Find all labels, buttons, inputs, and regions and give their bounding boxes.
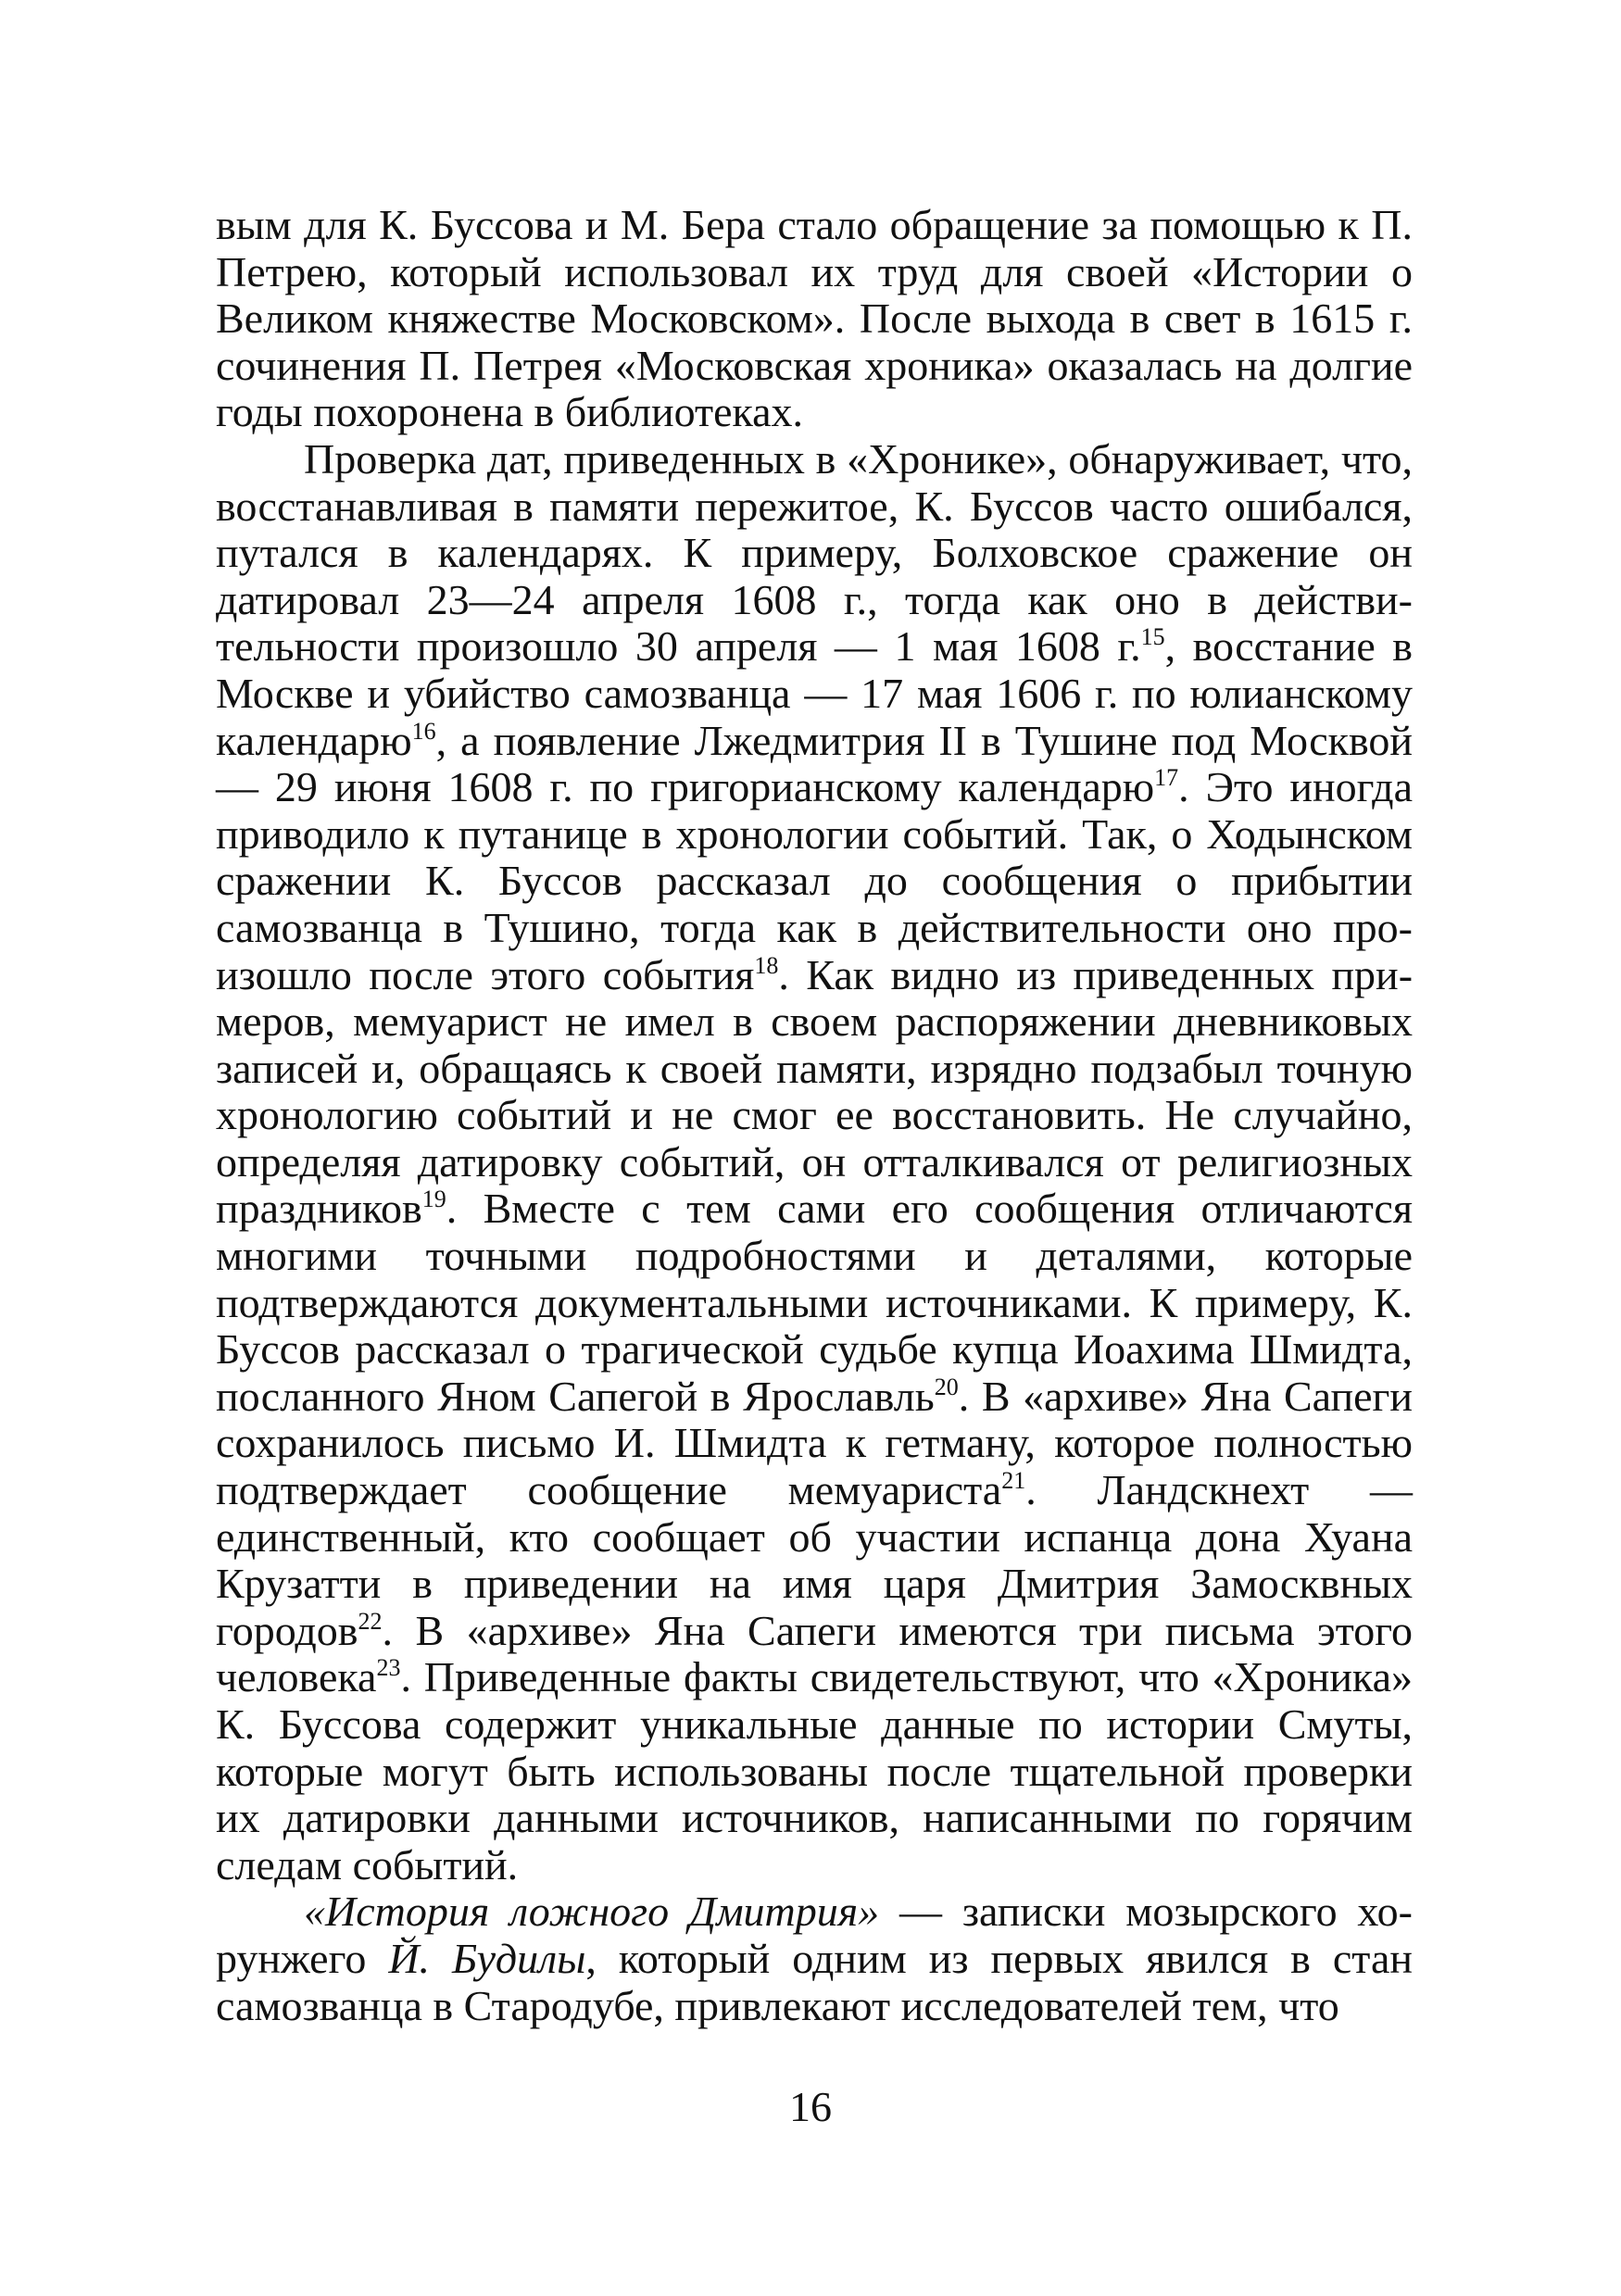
text-run: . Это иногда приводило к путанице в хронологии событий. Так, о Ходынском сражении К. Буссов рассказал до сообщения о прибытии самозванца в Тушино, тогда как в действительности оно произошло после этого события (216, 763, 1413, 998)
footnote-ref: 23 (376, 1654, 401, 1682)
footnote-ref: 17 (1154, 764, 1179, 792)
footnote-ref: 22 (358, 1607, 383, 1635)
text-run: . Вместе с тем сами его сообщения отличаются многими точными подробностями и деталями, которые подтверждаются документальными источниками. К примеру, К. Буссов рассказал о трагической судьбе купца Иоахима Шмидта, посланного Яном Сапегой в Ярославль (216, 1185, 1413, 1420)
footnote-ref: 15 (1140, 623, 1165, 651)
text-run: , а появление Лжедмитрия II в Тушине под Москвой — 29 июня 1608 г. по григорианскому календарю (216, 716, 1413, 811)
text-run: . Как видно из приведенных примеров, мемуарист не имел в своем распоряжении дневниковых записей и, обращаясь к своей памяти, изрядно подзабыл точную хронологию событий и не смог ее восстановить. Не случайно, определяя датировку событий, он отталкивался от религиозных праздников (216, 950, 1414, 1233)
footnote-ref: 19 (421, 1186, 446, 1213)
paragraph (216, 436, 1413, 1888)
page-number: 16 (789, 2083, 832, 2130)
footnote-ref: 18 (754, 951, 779, 979)
footnote-ref: 20 (934, 1373, 959, 1400)
text-run: , восстание в Москве и убийство самозванца — 17 мая 1606 г. по юлианскому календарю (216, 622, 1414, 764)
paragraph (216, 1888, 1413, 2029)
body-text (216, 202, 1413, 2029)
text-run: — записки мозырского хорунжего (216, 1888, 1413, 1982)
text-run: . Приведенные факты свидетельствуют, что «Хроника» К. Буссова содержит уникальные данные по истории Смуты, которые могут быть использованы после тщательной проверки их датировки данными источников, написанными по горячим следам событий. (216, 1653, 1413, 1888)
paragraph (216, 202, 1413, 436)
text-run: , который одним из первых явился в стан самозванца в Стародубе, привлекают исследователей тем, что (216, 1934, 1413, 2029)
text-run: вым для К. Буссова и М. Бера стало обращение за помощью к П. Петрею, который использовал их труд для своей «Истории о Великом княжестве Московском». После выхода в свет в 1615 г. сочинения П. Петрея «Московская хроника» оказалась на долгие годы похоронена в библиотеках. (216, 201, 1413, 436)
italic-text: «История ложного Дмитрия» (304, 1888, 880, 1936)
text-run: . В «архиве» Яна Сапеги сохранилось письмо И. Шмидта к гетману, которое полностью подтверждает сообщение мемуариста (216, 1372, 1413, 1514)
footnote-ref: 16 (411, 717, 436, 745)
footnote-ref: 21 (1001, 1467, 1026, 1495)
italic-text: Й. Будилы (388, 1934, 586, 1982)
text-run: Проверка дат, приведенных в «Хронике», обнаруживает, что, восстанавливая в памяти пережитое, К. Буссов часто ошибался, путался в календарях. К примеру, Болховское сражение он датировал 23—24 апреля 1608 г., тогда как оно в действительности произошло 30 апреля — 1 мая 1608 г. (216, 434, 1413, 671)
text-run: . Ландскнехт — единственный, кто сообщает об участии испанца дона Хуана Крузатти в приведении на имя царя Дмитрия Замосквных городов (216, 1466, 1413, 1654)
text-run: . В «архиве» Яна Сапеги имеются три письма этого человека (216, 1606, 1413, 1701)
